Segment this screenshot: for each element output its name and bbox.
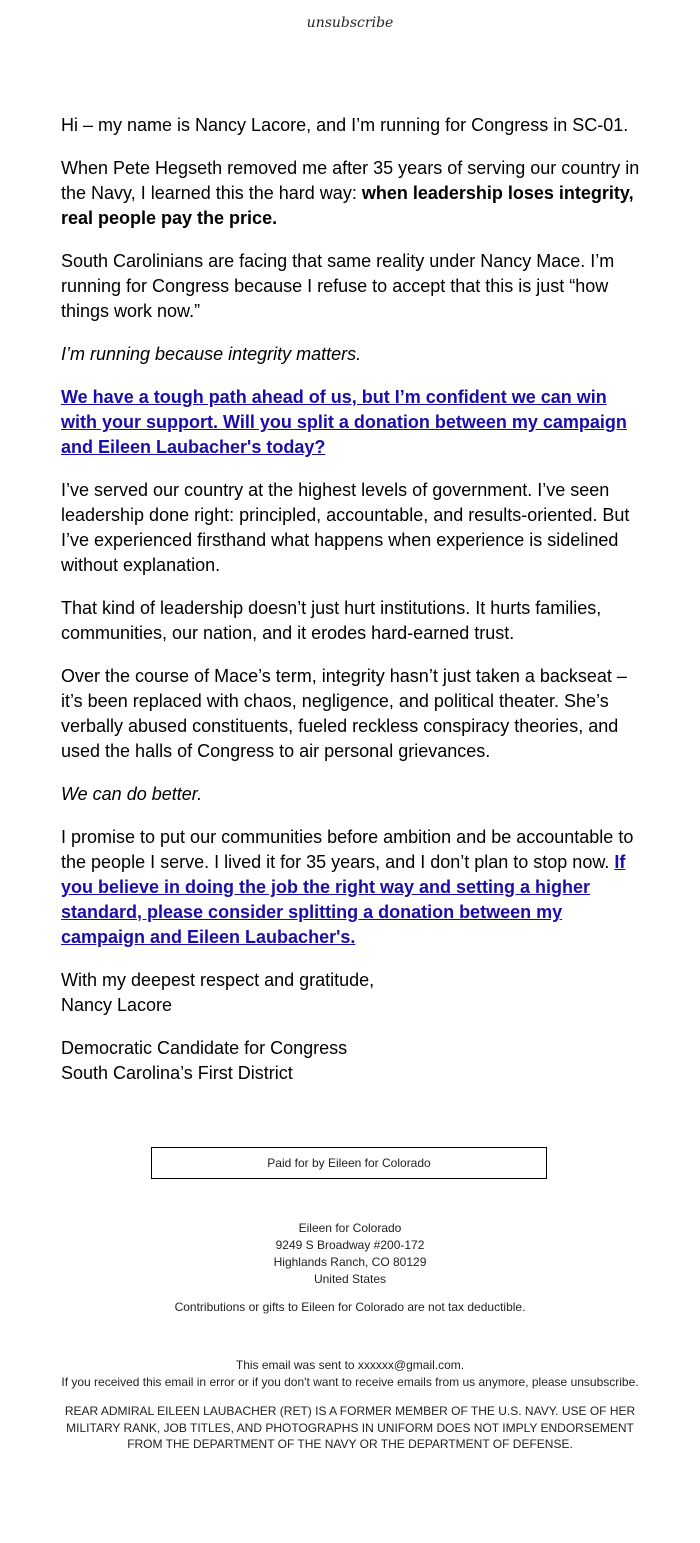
hegseth-paragraph	[61, 156, 641, 231]
paid-for-disclaimer-box: Paid for by Eileen for Colorado	[151, 1147, 547, 1179]
signature-name: Nancy Lacore	[61, 995, 173, 1015]
footer-address	[0, 1220, 700, 1288]
donate-link-2[interactable]: If you believe in doing the job the right way and setting a higher standard, please consider splitting a donation between my campaign and Eileen Laubacher's.	[61, 852, 626, 947]
tax-deductible-note: Contributions or gifts to Eileen for Colorado are not tax deductible.	[174, 1300, 526, 1314]
footer-org-name: Eileen for Colorado	[298, 1221, 402, 1235]
promise-text: I promise to put our communities before ambition and be accountable to the people I serve. I lived it for 35 years, and I don’t plan to stop now.	[61, 827, 634, 872]
intro-paragraph: Hi – my name is Nancy Lacore, and I’m running for Congress in SC-01.	[61, 115, 629, 135]
leadership-paragraph: That kind of leadership doesn’t just hurt institutions. It hurts families, communities, our nation, and it erodes hard-earned trust.	[61, 598, 602, 643]
unsubscribe-note-prefix: If you received this email in error or if you don't want to receive emails from us anymore, please	[61, 1375, 571, 1389]
hegseth-text: When Pete Hegseth removed me after 35 years of serving our country in the Navy, I learned this the hard way:	[61, 158, 640, 203]
service-paragraph: I’ve served our country at the highest levels of government. I’ve seen leadership done right: principled, accountable, and results-oriented. But I’ve experienced firsthand what happens when experience is sidelined without explanation.	[61, 480, 630, 575]
term-paragraph: Over the course of Mace’s term, integrity hasn’t just taken a backseat – it’s been replaced with chaos, negligence, and political theater. She’s verbally abused constituents, fueled reckless conspiracy theories, and used the halls of Congress to air personal grievances.	[61, 666, 627, 761]
cta-paragraph-1	[61, 385, 641, 460]
candidate-title-line2: South Carolina’s First District	[61, 1063, 293, 1083]
integrity-paragraph	[61, 342, 641, 367]
unsubscribe-link-top[interactable]: unsubscribe	[306, 15, 394, 31]
footer-sent-info	[0, 1357, 700, 1391]
signoff-block	[61, 968, 641, 1018]
do-better-paragraph	[61, 782, 641, 807]
sent-to-text: This email was sent to xxxxxx@gmail.com.	[235, 1358, 465, 1372]
unsubscribe-note-suffix: .	[635, 1375, 639, 1389]
unsubscribe-note	[0, 1374, 700, 1391]
footer-country: United States	[313, 1272, 387, 1286]
signoff-text: With my deepest respect and gratitude,	[61, 970, 375, 990]
footer-address-line2: Highlands Ranch, CO 80129	[273, 1255, 427, 1269]
unsubscribe-link-bottom[interactable]: unsubscribe	[570, 1375, 636, 1389]
military-disclaimer: REAR ADMIRAL EILEEN LAUBACHER (RET) IS A FORMER MEMBER OF THE U.S. NAVY. USE OF HER MILITARY RANK, JOB TITLES, AND PHOTOGRAPHS IN UNIFORM DOES NOT IMPLY ENDORSEMENT FROM THE DEPARTMENT OF THE NAVY OR THE DEPARTMENT OF DEFENSE.	[64, 1404, 636, 1451]
email-body	[61, 113, 641, 1104]
do-better-italic-text: We can do better.	[61, 784, 203, 804]
donate-link-1[interactable]: We have a tough path ahead of us, but I’m confident we can win with your support. Will you split a donation between my campaign and Eileen Laubacher's today?	[61, 387, 627, 457]
candidate-title-block	[61, 1036, 641, 1086]
mace-paragraph: South Carolinians are facing that same reality under Nancy Mace. I’m running for Congress because I refuse to accept that this is just “how things work now.”	[61, 251, 615, 321]
candidate-title-line1: Democratic Candidate for Congress	[61, 1038, 348, 1058]
hegseth-bold-text: when leadership loses integrity, real people pay the price.	[61, 183, 634, 228]
footer-address-line1: 9249 S Broadway #200-172	[275, 1238, 425, 1252]
integrity-italic-text: I’m running because integrity matters.	[61, 344, 362, 364]
promise-paragraph	[61, 825, 641, 950]
